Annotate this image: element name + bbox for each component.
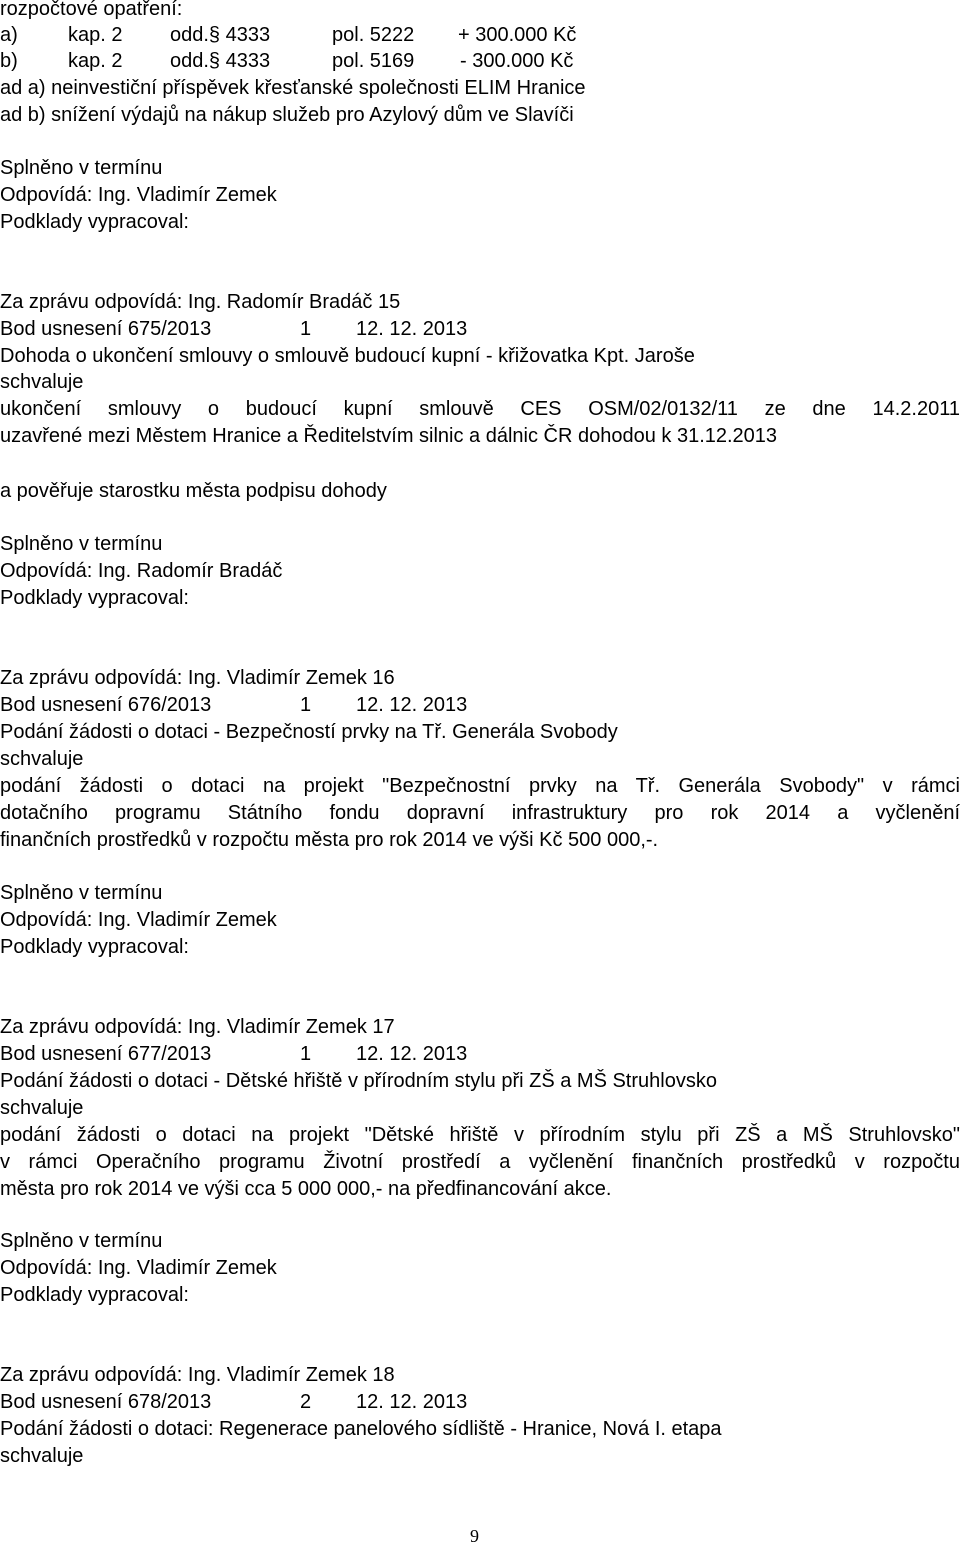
report-line: Za zprávu odpovídá: Ing. Radomír Bradáč 15 xyxy=(0,291,401,313)
item-subject: Dohoda o ukončení smlouvy o smlouvě budoucí kupní - křižovatka Kpt. Jaroše xyxy=(0,345,695,367)
resolution-line xyxy=(0,1041,960,1068)
item-subject: Podání žádosti o dotaci - Bezpečností prvky na Tř. Generála Svobody xyxy=(0,721,618,743)
budget-row-amount: - 300.000 Kč xyxy=(460,50,574,72)
resolution-line xyxy=(0,692,960,719)
budget-row-kap: kap. 2 xyxy=(68,50,123,72)
report-line: Za zprávu odpovídá: Ing. Vladimír Zemek 17 xyxy=(0,1016,395,1038)
item-verb: schvaluje xyxy=(0,748,84,770)
resolution-label: Bod usnesení 675/2013 xyxy=(0,318,212,340)
resolution-label: Bod usnesení 676/2013 xyxy=(0,694,212,716)
budget-row-odd: odd.§ 4333 xyxy=(170,50,271,72)
responsible-line: Odpovídá: Ing. Radomír Bradáč xyxy=(0,560,283,582)
item-verb: schvaluje xyxy=(0,371,84,393)
budget-note-b: ad b) snížení výdajů na nákup služeb pro Azylový dům ve Slavíči xyxy=(0,104,574,126)
report-line: Za zprávu odpovídá: Ing. Vladimír Zemek 18 xyxy=(0,1364,395,1386)
prepared-line: Podklady vypracoval: xyxy=(0,587,189,609)
prepared-line: Podklady vypracoval: xyxy=(0,936,189,958)
resolution-label: Bod usnesení 678/2013 xyxy=(0,1391,212,1413)
budget-row-pol: pol. 5169 xyxy=(332,50,415,72)
item-body-line: finančních prostředků v rozpočtu města pro rok 2014 ve výši Kč 500 000,-. xyxy=(0,829,659,851)
resolution-label: Bod usnesení 677/2013 xyxy=(0,1043,212,1065)
responsible-line: Odpovídá: Ing. Vladimír Zemek xyxy=(0,1257,277,1279)
item-body-line: dotačního programu Státního fondu dopravní infrastruktury pro rok 2014 a vyčlenění xyxy=(0,802,960,824)
budget-measure-intro: rozpočtové opatření: xyxy=(0,0,183,20)
budget-note-a: ad a) neinvestiční příspěvek křesťanské společnosti ELIM Hranice xyxy=(0,77,586,99)
budget-row-letter: b) xyxy=(0,50,18,72)
resolution-date: 12. 12. 2013 xyxy=(356,318,468,340)
responsible-line: Odpovídá: Ing. Vladimír Zemek xyxy=(0,184,277,206)
responsible-line: Odpovídá: Ing. Vladimír Zemek xyxy=(0,909,277,931)
item-body-line: v rámci Operačního programu Životní prostředí a vyčlenění finančních prostředků v rozpočtu xyxy=(0,1151,960,1173)
prepared-line: Podklady vypracoval: xyxy=(0,211,189,233)
item-body-line: uzavřené mezi Městem Hranice a Ředitelstvím silnic a dálnic ČR dohodou k 31.12.2013 xyxy=(0,425,778,447)
budget-row-letter: a) xyxy=(0,24,18,46)
report-line: Za zprávu odpovídá: Ing. Vladimír Zemek 16 xyxy=(0,667,395,689)
item-subject: Podání žádosti o dotaci: Regenerace panelového sídliště - Hranice, Nová I. etapa xyxy=(0,1418,722,1440)
item-body-line: podání žádosti o dotaci na projekt "Bezpečnostní prvky na Tř. Generála Svobody" v rámci xyxy=(0,775,960,797)
resolution-line xyxy=(0,316,960,343)
budget-row-b xyxy=(0,48,960,75)
resolution-line xyxy=(0,1389,960,1416)
budget-row-pol: pol. 5222 xyxy=(332,24,415,46)
item-subject: Podání žádosti o dotaci - Dětské hřiště v přírodním stylu při ZŠ a MŠ Struhlovsko xyxy=(0,1070,717,1092)
item-body-line: ukončení smlouvy o budoucí kupní smlouvě CES OSM/02/0132/11 ze dne 14.2.2011 xyxy=(0,398,960,420)
resolution-date: 12. 12. 2013 xyxy=(356,694,468,716)
status-line: Splněno v termínu xyxy=(0,1230,163,1252)
item-body-line: podání žádosti o dotaci na projekt "Dětské hřiště v přírodním stylu při ZŠ a MŠ Struhlovsko" xyxy=(0,1124,960,1146)
resolution-date: 12. 12. 2013 xyxy=(356,1391,468,1413)
resolution-number: 2 xyxy=(300,1391,312,1413)
item-verb: schvaluje xyxy=(0,1445,84,1467)
status-line: Splněno v termínu xyxy=(0,882,163,904)
item-body-line: a pověřuje starostku města podpisu dohody xyxy=(0,480,387,502)
status-line: Splněno v termínu xyxy=(0,157,163,179)
resolution-number: 1 xyxy=(300,1043,312,1065)
prepared-line: Podklady vypracoval: xyxy=(0,1284,189,1306)
budget-row-kap: kap. 2 xyxy=(68,24,123,46)
resolution-number: 1 xyxy=(300,318,312,340)
status-line: Splněno v termínu xyxy=(0,533,163,555)
resolution-number: 1 xyxy=(300,694,312,716)
item-body-line: města pro rok 2014 ve výši cca 5 000 000,- na předfinancování akce. xyxy=(0,1178,612,1200)
budget-row-amount: + 300.000 Kč xyxy=(458,24,577,46)
budget-row-a xyxy=(0,22,960,49)
resolution-date: 12. 12. 2013 xyxy=(356,1043,468,1065)
budget-row-odd: odd.§ 4333 xyxy=(170,24,271,46)
item-verb: schvaluje xyxy=(0,1097,84,1119)
page-number: 9 xyxy=(470,1526,479,1546)
